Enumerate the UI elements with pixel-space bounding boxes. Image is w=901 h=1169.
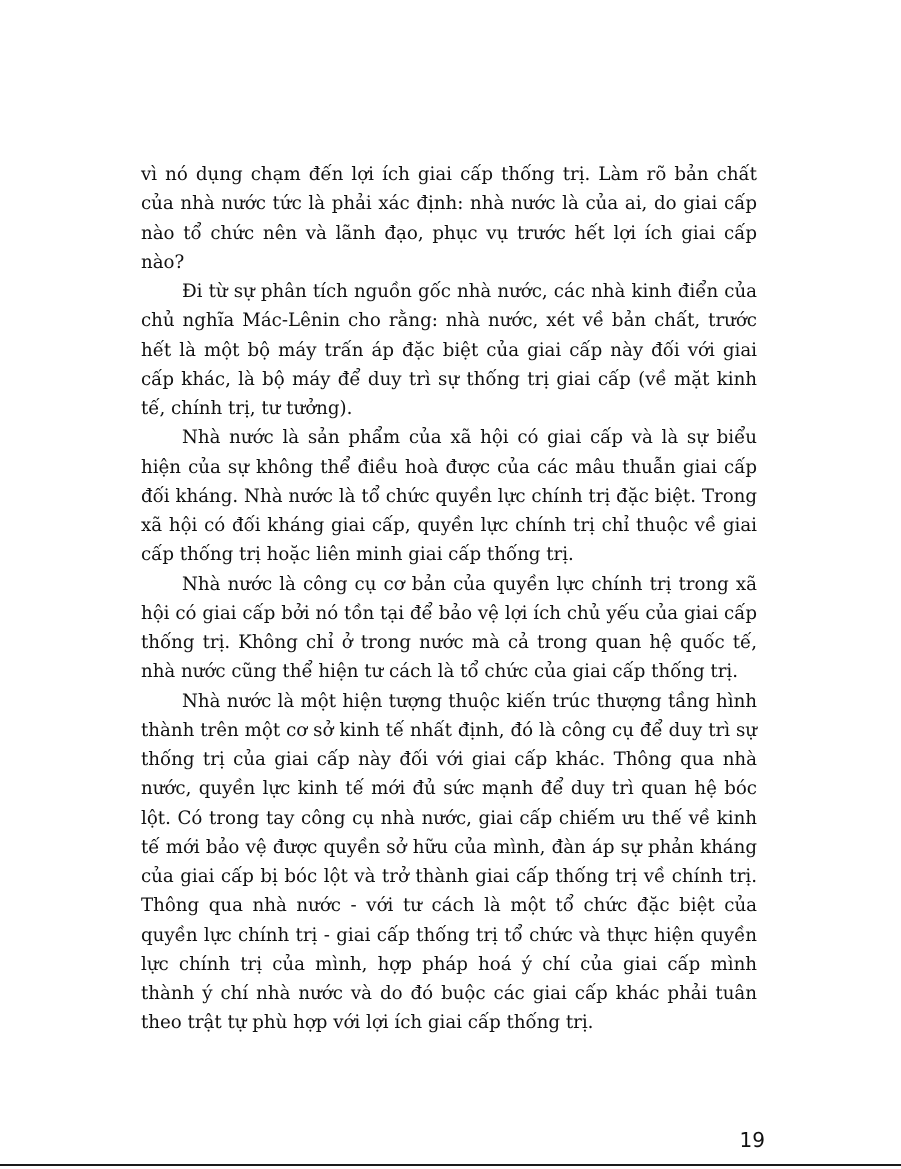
- paragraph-2: Đi từ sự phân tích nguồn gốc nhà nước, các nhà kinh điển của chủ nghĩa Mác-Lênin cho rằng: nhà nước, xét về bản chất, trước hết là một bộ máy trấn áp đặc biệt của giai cấp này đối với giai cấp khác, là bộ máy để duy trì sự thống trị giai cấp (về mặt kinh tế, chính trị, tư tưởng).: [141, 281, 757, 419]
- page-number: 19: [739, 1128, 765, 1152]
- body-text: [141, 160, 757, 1038]
- paragraph-1: vì nó dụng chạm đến lợi ích giai cấp thống trị. Làm rõ bản chất của nhà nước tức là phải xác định: nhà nước là của ai, do giai cấp nào tổ chức nên và lãnh đạo, phục vụ trước hết lợi ích giai cấp nào?: [141, 164, 757, 273]
- paragraph-5: Nhà nước là một hiện tượng thuộc kiến trúc thượng tầng hình thành trên một cơ sở kinh tế nhất định, đó là công cụ để duy trì sự thống trị của giai cấp này đối với giai cấp khác. Thông qua nhà nước, quyền lực kinh tế mới đủ sức mạnh để duy trì quan hệ bóc lột. Có trong tay công cụ nhà nước, giai cấp chiếm ưu thế về kinh tế mới bảo vệ được quyền sở hữu của mình, đàn áp sự phản kháng của giai cấp bị bóc lột và trở thành giai cấp thống trị về chính trị. Thông qua nhà nước - với tư cách là một tổ chức đặc biệt của quyền lực chính trị - giai cấp thống trị tổ chức và thực hiện quyền lực chính trị của mình, hợp pháp hoá ý chí của giai cấp mình thành ý chí nhà nước và do đó buộc các giai cấp khác phải tuân theo trật tự phù hợp với lợi ích giai cấp thống trị.: [141, 690, 757, 1034]
- paragraph-4: Nhà nước là công cụ cơ bản của quyền lực chính trị trong xã hội có giai cấp bởi nó tồn tại để bảo vệ lợi ích chủ yếu của giai cấp thống trị. Không chỉ ở trong nước mà cả trong quan hệ quốc tế, nhà nước cũng thể hiện tư cách là tổ chức của giai cấp thống trị.: [141, 573, 757, 683]
- bottom-border-line: [0, 1164, 901, 1166]
- paragraph-3: Nhà nước là sản phẩm của xã hội có giai cấp và là sự biểu hiện của sự không thể điều hoà được của các mâu thuẫn giai cấp đối kháng. Nhà nước là tổ chức quyền lực chính trị đặc biệt. Trong xã hội có đối kháng giai cấp, quyền lực chính trị chỉ thuộc về giai cấp thống trị hoặc liên minh giai cấp thống trị.: [141, 427, 757, 566]
